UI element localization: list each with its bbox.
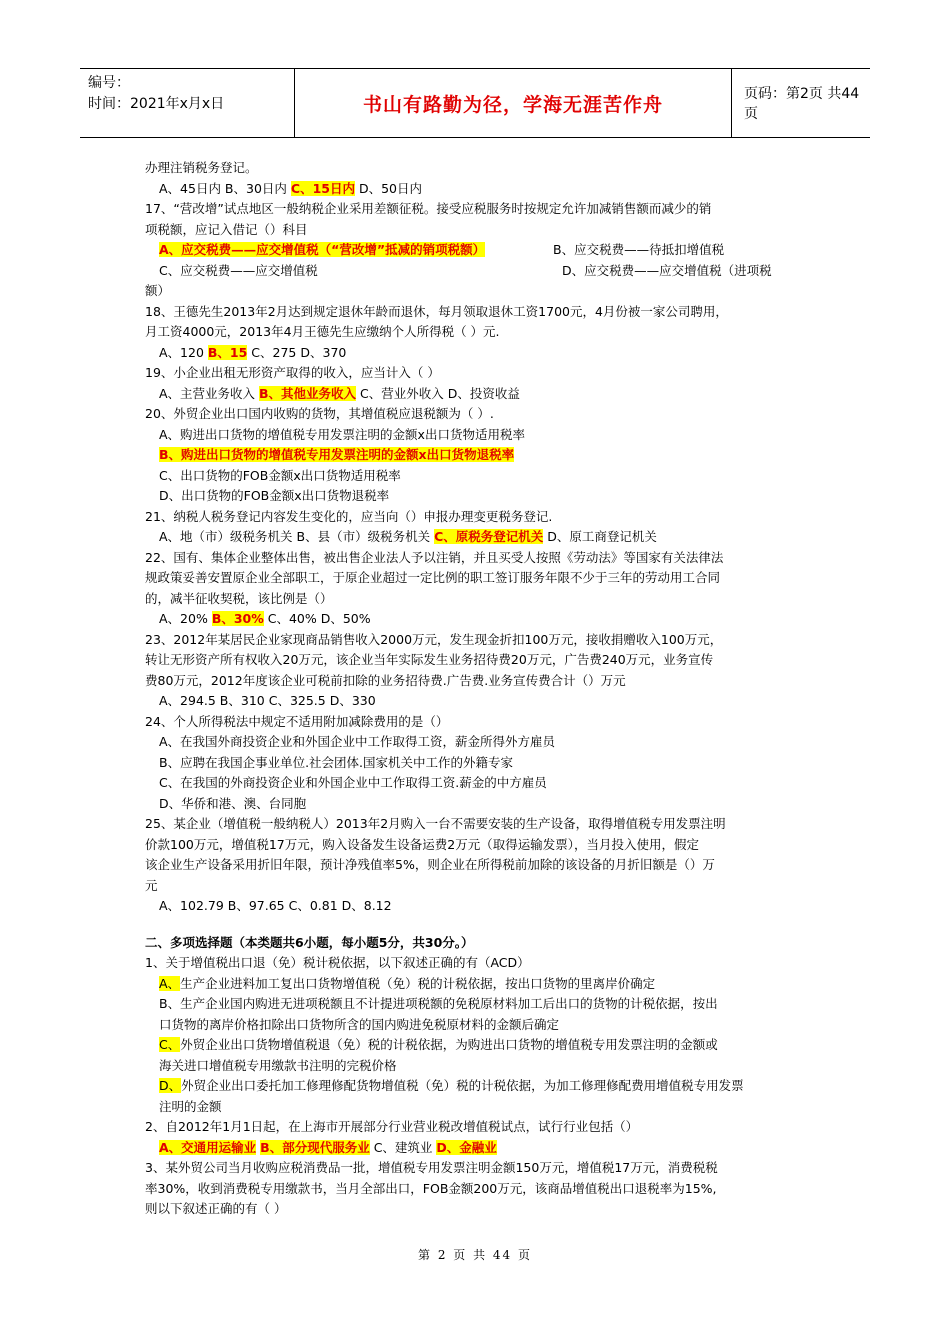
document-time-label: 时间：2021年x月x日 [88, 96, 225, 112]
question-18: 18、王德先生2013年2月达到规定退休年龄而退休，每月领取退休工资1700元，4月份被一家公司聘用， [145, 303, 728, 319]
header-info [88, 73, 224, 115]
option-text: 口货物的离岸价格扣除出口货物所含的国内购进免税原材料的金额后确定 [159, 1016, 560, 1032]
answer-highlight: C、15日内 [290, 180, 355, 196]
text-line: 办理注销税务登记。 [145, 160, 258, 175]
answer-options [145, 445, 810, 466]
option-text: D、原工商登记机关 [543, 529, 657, 544]
answer-options [145, 179, 810, 200]
header-page-info: 页码：第2页 共44页 [744, 86, 860, 122]
option-text: D、应交税费——应交增值税（进项税 [562, 262, 772, 278]
option-text: A、294.5 B、310 C、325.5 D、330 [159, 693, 376, 708]
question-23: 23、2012年某居民企业家现商品销售收入2000万元，发生现金折扣100万元，接收捐赠收入100万元， [145, 631, 723, 647]
question-20: 20、外贸企业出口国内收购的货物，其增值税应退税额为（ ）. [145, 406, 494, 421]
answer-highlight: B、15 [207, 344, 248, 360]
spacer [145, 917, 810, 933]
option-text: B、生产企业国内购进无进项税额且不计提进项税额的免税原材料加工后出口的货物的计税依据，按出 [159, 996, 718, 1011]
text-line: 转让无形资产所有权收入20万元，该企业当年实际发生业务招待费20万元，广告费240万元，业务宣传 [145, 652, 714, 667]
text-line: 额） [145, 283, 171, 298]
option-text: C、在我国的外商投资企业和外国企业中工作取得工资.薪金的中方雇员 [159, 775, 547, 790]
answer-highlight: C、原税务登记机关 [434, 529, 544, 544]
text-line: 的，减半征收契税，该比例是（） [145, 590, 333, 606]
text-line: 元 [145, 877, 158, 893]
option-text: 外贸企业出口货物增值税退（免）税的计税依据，为购进出口货物的增值税专用发票注明的金额或 [180, 1037, 718, 1052]
answer-highlight: A、应交税费——应交增值税（“营改增”抵减的销项税额） [159, 242, 486, 257]
page-footer: 第 2 页 共 44 页 [418, 1248, 532, 1262]
answer-options [145, 240, 810, 261]
answer-highlight: B、部分现代服务业 [260, 1139, 370, 1155]
document-number-label: 编号： [88, 75, 130, 91]
answer-options [145, 974, 810, 995]
multi-question-2: 2、自2012年1月1日起，在上海市开展部分行业营业税改增值税试点，试行行业包括（） [145, 1119, 639, 1134]
question-17: 17、“营改增”试点地区一般纳税企业采用差额征税。接受应税服务时按规定允许加减销售额而减少的销 [145, 201, 712, 216]
answer-options [145, 1138, 810, 1159]
multi-question-3: 3、某外贸公司当月收购应税消费品一批，增值税专用发票注明金额150万元，增值税17万元，消费税税 [145, 1160, 718, 1175]
answer-options [145, 261, 810, 282]
answer-options [145, 343, 810, 364]
text-line: 价款100万元，增值税17万元，购入设备发生设备运费2万元（取得运输发票），当月投入使用，假定 [145, 836, 699, 852]
option-text: D、50日内 [354, 180, 422, 196]
option-marker-highlight: C、 [159, 1037, 181, 1052]
page-header [80, 68, 870, 138]
answer-options [145, 384, 810, 405]
answer-highlight: B、30% [211, 611, 264, 626]
answer-options [145, 609, 810, 630]
option-marker-highlight: A、 [159, 975, 181, 991]
option-text: B、应交税费——待抵扣增值税 [553, 242, 725, 257]
question-25: 25、某企业（增值税一般纳税人）2013年2月购入一台不需要安装的生产设备，取得增值税专用发票注明 [145, 816, 726, 831]
header-motto: 书山有路勤为径，学海无涯苦作舟 [294, 69, 732, 137]
question-22: 22、国有、集体企业整体出售，被出售企业法人予以注销，并且买受人按照《劳动法》等国家有关法律法 [145, 549, 724, 565]
question-19: 19、小企业出租无形资产取得的收入，应当计入（ ） [145, 365, 440, 380]
option-text: D、出口货物的FOB金额x出口货物退税率 [159, 488, 390, 503]
option-text: A、地（市）级税务机关 B、县（市）级税务机关 [159, 529, 435, 544]
text-line: 则以下叙述正确的有（ ） [145, 1201, 287, 1216]
option-text: C、建筑业 [373, 1139, 433, 1155]
option-text: C、40% D、50% [263, 611, 371, 626]
option-text: C、应交税费——应交增值税 [159, 262, 318, 278]
text-line: 率30%，收到消费税专用缴款书，当月全部出口，FOB金额200万元，该商品增值税出口退税率为15%, [145, 1180, 717, 1196]
option-text: 注明的金额 [159, 1098, 222, 1114]
text-line: 月工资4000元，2013年4月王德先生应缴纳个人所得税（ ）元. [145, 324, 500, 339]
option-text: C、出口货物的FOB金额x出口货物适用税率 [159, 467, 401, 483]
answer-highlight: B、购进出口货物的增值税专用发票注明的金额x出口货物退税率 [159, 447, 515, 462]
option-text: A、在我国外商投资企业和外国企业中工作取得工资，薪金所得外方雇员 [159, 734, 556, 749]
answer-options [145, 1076, 810, 1097]
answer-options [145, 527, 810, 548]
option-text: 生产企业进料加工复出口货物增值税（免）税的计税依据，按出口货物的里离岸价确定 [180, 975, 656, 991]
option-text: A、120 [159, 344, 208, 360]
option-text: B、应聘在我国企事业单位.社会团体.国家机关中工作的外籍专家 [159, 754, 514, 770]
option-text: A、主营业务收入 [159, 385, 260, 401]
text-line: 规政策妥善安置原企业全部职工，于原企业超过一定比例的职工签订服务年限不少于三年的劳动用工合同 [145, 570, 721, 585]
section-heading: 二、多项选择题（本类题共6小题，每小题5分，共30分。） [145, 934, 474, 950]
answer-highlight: D、金融业 [436, 1139, 497, 1155]
option-text: A、20% [159, 611, 212, 626]
option-text: A、102.79 B、97.65 C、0.81 D、8.12 [159, 898, 392, 913]
question-21: 21、纳税人税务登记内容发生变化的，应当向（）申报办理变更税务登记. [145, 508, 553, 524]
option-text: 海关进口增值税专用缴款书注明的完税价格 [159, 1057, 397, 1073]
option-text: C、营业外收入 D、投资收益 [356, 385, 520, 401]
text-line: 费80万元，2012年度该企业可税前扣除的业务招待费.广告费.业务宣传费合计（）万元 [145, 672, 626, 688]
text-line: 项税额，应记入借记（）科目 [145, 221, 308, 237]
answer-highlight: A、交通用运输业 [159, 1139, 257, 1155]
answer-options [145, 1035, 810, 1056]
multi-question-1: 1、关于增值税出口退（免）税计税依据，以下叙述正确的有（ACD） [145, 955, 530, 970]
question-24: 24、个人所得税法中规定不适用附加减除费用的是（） [145, 713, 449, 729]
option-text: A、购进出口货物的增值税专用发票注明的金额x出口货物适用税率 [159, 426, 525, 442]
document-body [145, 158, 810, 1220]
option-text: A、45日内 B、30日内 [159, 180, 291, 196]
text-line: 该企业生产设备采用折旧年限，预计净残值率5%，则企业在所得税前加除的该设备的月折旧额是（）万 [145, 857, 715, 872]
option-text: 外贸企业出口委托加工修理修配货物增值税（免）税的计税依据，为加工修理修配费用增值税专用发票 [181, 1078, 744, 1093]
answer-highlight: B、其他业务收入 [259, 385, 357, 401]
option-text: D、华侨和港、澳、台同胞 [159, 795, 307, 811]
option-text: C、275 D、370 [247, 344, 347, 360]
option-marker-highlight: D、 [159, 1078, 182, 1093]
